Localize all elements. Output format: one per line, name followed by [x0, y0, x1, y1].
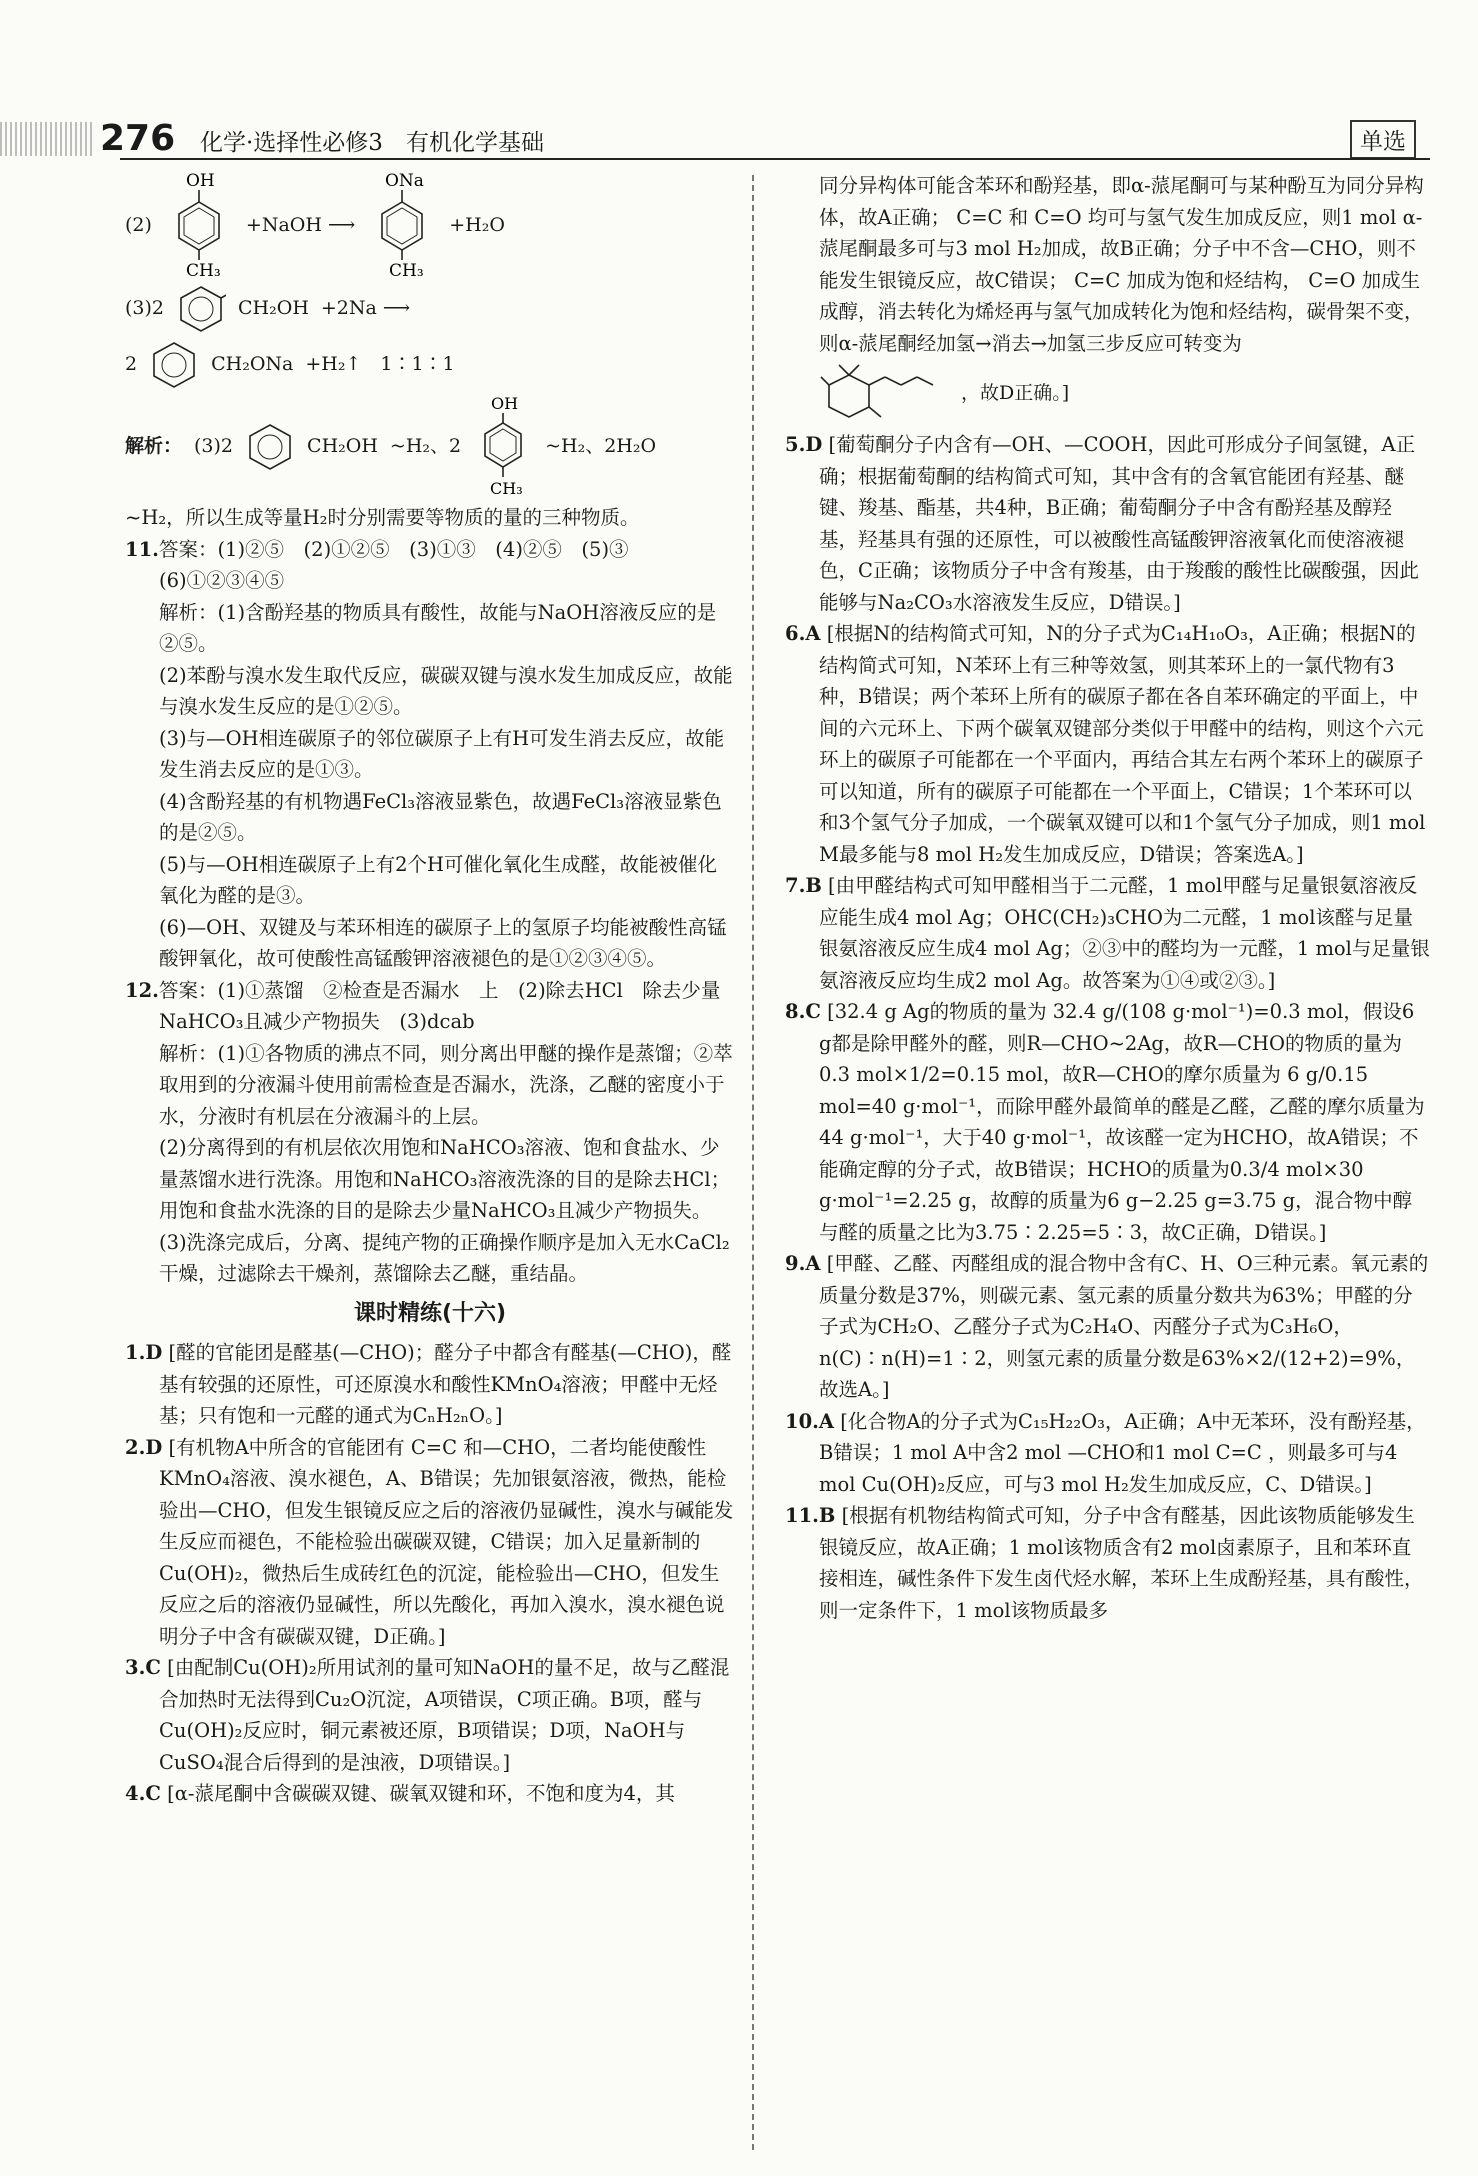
book-title: 化学·选择性必修3 有机化学基础 — [200, 130, 544, 156]
answer-number: 10.A — [785, 1409, 835, 1433]
answer-number: 7.B — [785, 874, 822, 897]
page-header — [0, 108, 1478, 168]
answer-number: 6.A — [785, 622, 821, 645]
answer-text: [有机物A中所含的官能团有 C=C 和—CHO，二者均能使酸性KMnO₄溶液、溴水褪色，A、B错误；先加银氨溶液，微热，能检验出—CHO，但发生银镜反应之后的溶液仍显碱性，溴水与碱能发生反应而褪色，不能检验出碳碳双键，C错误；加入足量新制的Cu(OH)₂，微热后生成砖红色的沉淀，能检验出—CHO，但发生反应之后的溶液仍显碱性，所以先酸化，再加入溴水，溴水褪色说明分子中含有碳碳双键，D正确。] — [159, 1435, 734, 1648]
answer-text: [根据N的结构简式可知，N的分子式为C₁₄H₁₀O₃，A正确；根据N的结构简式可知，N苯环上有三种等效氢，则其苯环上的一氯代物有3种，B错误；两个苯环上所有的碳原子都在各自苯环确定的平面上，中间的六元环上、下两个碳氧双键部分类似于甲醛中的结构，则这个六元环上的碳原子可能都在一个平面内，再结合其左右两个苯环上的碳原子可以知道，所有的碳原子可能都在一个平面上，C错误；1个苯环可以和3个氢气分子加成，一个碳氧双键可以和1个氢气分子加成，则1 mol M最多能与8 mol H₂发生加成反应，D错误；答案选A。] — [819, 622, 1426, 866]
reaction-3-line2 — [125, 338, 735, 392]
answer-item — [785, 1500, 1430, 1626]
answer-number: 5.D — [785, 433, 823, 456]
reaction-3-line1 — [125, 282, 735, 336]
answer-text: [由配制Cu(OH)₂所用试剂的量可知NaOH的量不足，故与乙醛混合加热时无法得到Cu₂O沉淀，A项错误，C项正确。B项，醛与Cu(OH)₂反应时，铜元素被还原，B项错误；D项，NaOH与CuSO₄混合后得到的是浊液，D项错误。] — [159, 1656, 730, 1774]
benzene-ring-icon — [245, 422, 295, 472]
analysis-label: 解析： — [125, 435, 183, 458]
ch3-label: CH₃ — [185, 261, 221, 280]
answer-item — [785, 870, 1430, 996]
question-12 — [125, 975, 735, 1290]
reagent-text: +2Na ⟶ — [320, 297, 411, 320]
header-decoration — [0, 122, 92, 156]
answer-number: 11.B — [785, 1504, 836, 1527]
answer-item — [125, 1652, 735, 1778]
tag-badge: 单选 — [1350, 120, 1416, 159]
section-title: 课时精练(十六) — [353, 1300, 507, 1326]
answer-item — [785, 1248, 1430, 1406]
oh-label: OH — [491, 395, 519, 413]
substituent-text: CH₂OH — [238, 297, 309, 320]
analysis-paragraph: 解析：(1)①各物质的沸点不同，则分离出甲醚的操作是蒸馏；②萃取用到的分液漏斗使用前需检查是否漏水，洗涤，乙醚的密度小于水，分液时有机层在分液漏斗的上层。 — [159, 1041, 733, 1128]
reaction-label: (2) — [125, 214, 152, 237]
answer-item — [125, 1778, 735, 1810]
question-number: 11. — [125, 537, 159, 561]
header-rule — [120, 158, 1430, 160]
ona-label: ONa — [385, 172, 425, 191]
p-cresol-structure — [164, 172, 234, 280]
analysis-lead: (3)2 — [194, 435, 234, 458]
answer-number: 8.C — [785, 1000, 821, 1023]
analysis-mid: ~H₂、2 — [389, 435, 462, 458]
answer-text: [根据有机物结构简式可知，分子中含有醛基，因此该物质能够发生银镜反应，故A正确；1 mol该物质含有2 mol卤素原子，且和苯环直接相连，碱性条件下发生卤代烃水解，苯环上生成酚羟基，具有酸性，则一定条件下，1 mol该物质最多 — [819, 1504, 1424, 1622]
answer-text: [化合物A的分子式为C₁₅H₂₂O₃，A正确；A中无苯环，没有酚羟基，B错误；1 mol A中含2 mol —CHO和1 mol C=C ，则最多可与4 mol Cu(OH)₂反应，可与3 mol H₂发生加成反应，C、D错误。] — [819, 1409, 1426, 1496]
analysis-paragraph: (3)与—OH相连碳原子的邻位碳原子上有H可发生消去反应，故能发生消去反应的是①③。 — [159, 726, 725, 781]
analysis-paragraph: 解析：(1)含酚羟基的物质具有酸性，故能与NaOH溶液反应的是②⑤。 — [159, 600, 717, 655]
answer-item — [785, 618, 1430, 870]
answer-continuation: 同分异构体可能含苯环和酚羟基，即α-蒎尾酮可与某种酚互为同分异构体，故A正确； C=C 和 C=O 均可与氢气发生加成反应，则1 mol α-蒎尾酮最多可与3 mol H₂加成，故B正确；分子中不含—CHO，则不能发生银镜反应，故C错误； C=C 加成为饱和烃结构， C=O 加成生成醇，消去转化为烯烃再与氢气加成转化为饱和烃结构，碳骨架不变，则α-蒎尾酮经加氢→消去→加氢三步反应可转变为 — [819, 174, 1424, 355]
reaction-2 — [125, 172, 735, 280]
answer-text: 答案：(1)②⑤ (2)①②⑤ (3)①③ (4)②⑤ (5)③ (6)①②③④⑤ — [158, 537, 649, 592]
answer-number: 9.A — [785, 1252, 821, 1275]
ch3-label: CH₃ — [389, 261, 424, 280]
benzene-ring-icon — [149, 340, 199, 390]
sodium-cresolate-structure — [367, 172, 437, 280]
substituent-text: CH₂OH — [307, 435, 378, 458]
page-number: 276 — [100, 118, 176, 159]
left-column — [125, 170, 735, 1810]
answer-number: 3.C — [125, 1656, 161, 1679]
analysis-paragraph: (5)与—OH相连碳原子上有2个H可催化氧化生成醛，故能被催化氧化为醛的是③。 — [159, 852, 718, 907]
p-cresol-structure — [473, 395, 533, 499]
question-number: 12. — [125, 978, 159, 1002]
analysis-tail: ~H₂、2H₂O — [545, 435, 657, 458]
product-text: +H₂↑ 1∶1∶1 — [305, 353, 455, 376]
answer-line — [125, 534, 735, 597]
answer-text: [葡萄酮分子内含有—OH、—COOH，因此可形成分子间氢键，A正确；根据葡萄酮的结构简式可知，其中含有的含氧官能团有羟基、醚键、羧基、酯基，共4种，B正确；葡萄酮分子中含有酚羟基及醇羟基，羟基具有强的还原性，可以被酸性高锰酸钾溶液氧化而使溶液褪色，C正确；该物质分子中含有羧基，由于羧酸的酸性比碳酸强，因此能够与Na₂CO₃水溶液发生反应，D错误。] — [819, 433, 1419, 614]
answer-text: [α-蒎尾酮中含碳碳双键、碳氧双键和环，不饱和度为4，其 — [167, 1782, 675, 1805]
right-column — [785, 170, 1430, 1626]
analysis-continuation: ~H₂，所以生成等量H₂时分别需要等物质的量的三种物质。 — [125, 506, 640, 529]
answer-item — [125, 1337, 735, 1432]
answer-text: [32.4 g Ag的物质的量为 32.4 g/(108 g·mol⁻¹)=0.3 mol，假设6 g都是除甲醛外的醛，则R—CHO~2Ag，故R—CHO的物质的量为0.3 mol×1/2=0.15 mol，故R—CHO的摩尔质量为 6 g/0.15 mol=40 g·mol⁻¹，而除甲醛外最简单的醛是乙醛，乙醛的摩尔质量为44 g·mol⁻¹，大于40 g·mol⁻¹，故该醛一定为HCHO，故A错误；不能确定醇的分子式，故B错误；HCHO的质量为0.3/4 mol×30 g·mol⁻¹=2.25 g，故醇的质量为6 g−2.25 g=3.75 g，混合物中醇与醛的质量之比为3.75∶2.25=5∶3，故C正确，D错误。] — [819, 1000, 1425, 1244]
answer-number: 2.D — [125, 1435, 163, 1459]
coefficient: 2 — [125, 353, 138, 376]
answer-text: [由甲醛结构式可知甲醛相当于二元醛，1 mol甲醛与足量银氨溶液反应能生成4 mol Ag；OHC(CH₂)₃CHO为二元醛，1 mol该醛与足量银氨溶液反应生成4 mol Ag；②③中的醛均为一元醛，1 mol与足量银氨溶液反应均生成2 mol Ag。故答案为①④或②③。] — [819, 874, 1430, 992]
answer-text: [醛的官能团是醛基(—CHO)；醛分子中都含有醛基(—CHO)，醛基有较强的还原性，可还原溴水和酸性KMnO₄溶液；甲醛中无烃基；只有饱和一元醛的通式为CₙH₂ₙO。] — [159, 1341, 732, 1427]
benzene-ring-icon — [176, 284, 226, 334]
analysis-paragraph: (6)—OH、双键及与苯环相连的碳原子上的氢原子均能被酸性高锰酸钾氧化，故可使酸性高锰酸钾溶液褪色的是①②③④⑤。 — [159, 915, 727, 970]
reaction-label: (3)2 — [125, 297, 165, 320]
reagent-text: +NaOH ⟶ — [245, 214, 356, 237]
analysis-paragraph: (2)分离得到的有机层依次用饱和NaHCO₃溶液、饱和食盐水、少量蒸馏水进行洗涤。用饱和NaHCO₃溶液洗涤的目的是除去HCl；用饱和食盐水洗涤的目的是除去少量NaHCO₃且减少产物损失。 — [159, 1136, 731, 1222]
answer-number: 1.D — [125, 1341, 163, 1364]
analysis-line — [125, 394, 735, 500]
product-text: +H₂O — [449, 214, 505, 237]
analysis-paragraph: (4)含酚羟基的有机物遇FeCl₃溶液显紫色，故遇FeCl₃溶液显紫色的是②⑤。 — [159, 789, 722, 844]
analysis-paragraph: (2)苯酚与溴水发生取代反应，碳碳双键与溴水发生加成反应，故能与溴水发生反应的是①②⑤。 — [159, 663, 733, 718]
analysis-paragraph: (3)洗涤完成后，分离、提纯产物的正确操作顺序是加入无水CaCl₂干燥，过滤除去干燥剂，蒸馏除去乙醚，重结晶。 — [159, 1230, 730, 1285]
answer-text: [甲醛、乙醛、丙醛组成的混合物中含有C、H、O三种元素。氧元素的质量分数是37%，则碳元素、氢元素的质量分数共为63%；甲醛的分子式为CH₂O、乙醛分子式为C₂H₄O、丙醛分子式为C₃H₆O，n(C)∶n(H)=1∶2，则氢元素的质量分数是63%×2/(12+2)=9%，故选A。] — [819, 1252, 1429, 1401]
answer-text: 答案：(1)①蒸馏 ②检查是否漏水 上 (2)除去HCl 除去少量NaHCO₃且减少产物损失 (3)dcab — [158, 978, 721, 1033]
answer-item — [785, 996, 1430, 1248]
answer-item — [125, 1432, 735, 1653]
answer-item — [785, 429, 1430, 618]
skeleton-line — [785, 361, 1430, 427]
question-11 — [125, 534, 735, 975]
ch3-label: CH₃ — [490, 479, 523, 498]
oh-label: OH — [185, 172, 215, 191]
answer-number: 4.C — [125, 1782, 161, 1805]
column-divider — [752, 175, 754, 2150]
answer-continuation: ，故D正确。] — [961, 382, 1070, 405]
answer-item — [785, 1406, 1430, 1501]
answer-line — [125, 975, 735, 1038]
substituent-text: CH₂ONa — [211, 353, 294, 376]
saturated-skeleton-structure — [819, 363, 949, 425]
